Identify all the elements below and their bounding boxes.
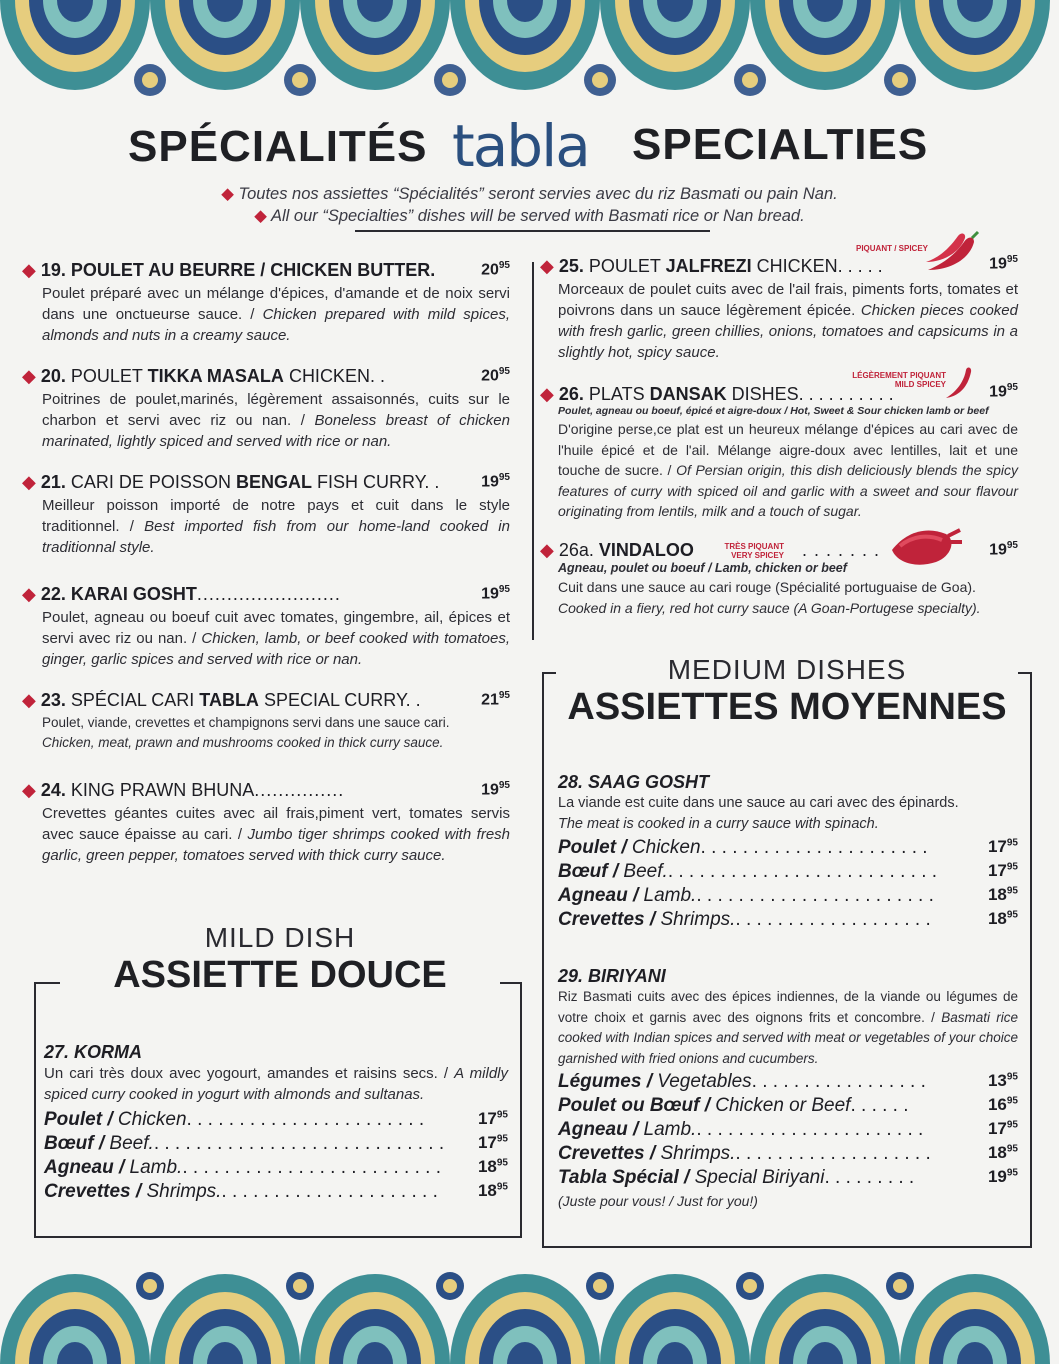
menu-item-22 — [22, 584, 510, 670]
header — [0, 112, 1059, 232]
page-title-fr: SPÉCIALITÉS — [128, 122, 428, 171]
item-price: $19^{95}$ — [989, 382, 1018, 401]
variant-row: Crevettes / Shrimps.. . . . . . . . . . . . . . . . . . . $18^{95}$ — [558, 1143, 1018, 1164]
item-description: D'origine perse,ce plat est un heureux mélange d'épices au cari avec de l'huile épicé et de l'ail. Mélange aigre-doux avec lentilles, lait et une touche de sucre. / Of Persian origin, this dish deliciously blends the spicy features of curry with spiced oil and garlic with a sweet and sour flavour originating from lentils, milk and a touch of sugar. — [558, 421, 1019, 519]
item-title: ◆ 21. CARI DE POISSON BENGAL FISH CURRY. . — [22, 472, 440, 492]
variant-list — [558, 837, 1018, 933]
mild-dish-title: ASSIETTE DOUCE — [113, 954, 447, 996]
diamond-bullet-icon: ◆ — [22, 690, 36, 710]
item-description: Morceaux de poulet cuits avec de l'ail frais, piments forts, tomates et poivrons dans un sauce légèrement épicée. Chicken pieces cooked with fresh garlic, green chillies, onions, tomatoes and capsicums in a slightly hot, spicy sauce. — [558, 281, 1018, 361]
mild-dish-subtitle: MILD DISH — [204, 922, 356, 953]
item-subtitle: Agneau, poulet ou boeuf / Lamb, chicken or beef — [558, 561, 847, 575]
menu-item-19 — [22, 260, 510, 346]
diamond-bullet-icon: ◆ — [22, 780, 36, 800]
diamond-bullet-icon: ◆ — [22, 584, 36, 604]
medium-dishes-subtitle: MEDIUM DISHES — [654, 654, 921, 686]
variant-row: Agneau / Lamb.. . . . . . . . . . . . . . . . . . . . . . $17^{95}$ — [558, 1119, 1018, 1140]
spice-level-label: TRÈS PIQUANT VERY SPICEY — [724, 542, 784, 560]
decorative-border-top — [0, 0, 1059, 108]
item-price: $21^{95}$ — [481, 690, 510, 709]
item-title: ◆ 24. KING PRAWN BHUNA............... — [22, 780, 345, 800]
variant-row: Poulet / Chicken. . . . . . . . . . . . . . . . . . . . . . . $17^{95}$ — [44, 1109, 508, 1130]
mild-dish-heading — [60, 922, 500, 997]
chili-pepper-icon — [924, 230, 980, 276]
header-divider — [355, 230, 710, 232]
variant-row: Bœuf / Beef.. . . . . . . . . . . . . . . . . . . . . . . . . . . . $17^{95}$ — [44, 1133, 508, 1154]
diamond-bullet-icon: ◆ — [22, 366, 36, 386]
variant-row: Agneau / Lamb.. . . . . . . . . . . . . . . . . . . . . . . . . $18^{95}$ — [44, 1157, 508, 1178]
item-description: Poitrines de poulet,marinés, légèrement assaisonnés, cuits sur le charbon et servi avec riz ou nan. / Boneless breast of chicken marinated, lightly spiced and served with rice or nan. — [42, 391, 510, 450]
item-subtitle: Poulet, agneau ou boeuf, épicé et aigre-doux / Hot, Sweet & Sour chicken lamb or beef — [558, 405, 989, 417]
diamond-bullet-icon: ◆ — [221, 185, 234, 203]
variant-row: Crevettes / Shrimps.. . . . . . . . . . . . . . . . . . . . . $18^{95}$ — [44, 1181, 508, 1202]
item-description: Riz Basmati cuits avec des épices indiennes, de la viande ou légumes de votre choix et garnis avec des oignons frits et concombre. / Basmati rice cooked with Indian spices and served with meat or vegetables of your choice garnished with fried onions and cucumbers. — [558, 989, 1018, 1066]
item-price: $19^{95}$ — [481, 584, 510, 603]
decorative-border-bottom — [0, 1258, 1059, 1364]
item-description: Poulet, agneau ou boeuf cuit avec tomates, gingembre, ail, épices et servi avec riz ou nan. / Chicken, lamb, or beef cooked with tomatoes, ginger, garlic spices and served with rice or nan. — [42, 609, 510, 668]
variant-row: Tabla Spécial / Special Biriyani. . . . . . . . . $19^{95}$ — [558, 1167, 1018, 1188]
chili-bunch-icon — [886, 522, 966, 568]
item-description: Meilleur poisson importé de notre pays et cuit dans le style traditionnel. / Best imported fish from our home-land cooked in traditionnal style. — [42, 497, 510, 556]
tabla-logo: tabla — [452, 112, 589, 180]
item-price: $19^{95}$ — [481, 472, 510, 491]
item-title: 29. BIRIYANI — [558, 966, 666, 986]
column-divider — [532, 262, 534, 640]
diamond-bullet-icon: ◆ — [540, 256, 554, 276]
intro-en: ◆ All our “Specialties” dishes will be served with Basmati rice or Nan bread. — [254, 207, 805, 225]
menu-item-27 — [44, 1042, 508, 1205]
spice-level-label: LÉGÈREMENT PIQUANT MILD SPICEY — [852, 371, 946, 389]
variant-row: Bœuf / Beef.. . . . . . . . . . . . . . . . . . . . . . . . . . $17^{95}$ — [558, 861, 1018, 882]
item-description: Poulet, viande, crevettes et champignons servi dans une sauce cari. Chicken, meat, prawn and mushrooms cooked in thick curry sauce. — [42, 715, 450, 750]
menu-item-26a — [540, 540, 1018, 618]
medium-dishes-title: ASSIETTES MOYENNES — [567, 686, 1007, 728]
item-title: 27. KORMA — [44, 1042, 143, 1062]
diamond-bullet-icon: ◆ — [254, 207, 267, 225]
variant-row: Légumes / Vegetables. . . . . . . . . . . . . . . . . $13^{95}$ — [558, 1071, 1018, 1092]
item-title: ◆ 25. POULET JALFREZI CHICKEN. . . . . — [540, 256, 883, 276]
item-description: Crevettes géantes cuites avec ail frais,piment vert, tomates servis avec sauce épaisse au cari. / Jumbo tiger shrimps cooked with fresh garlic, green pepper, tomatoes served with thick curry sauce. — [42, 805, 510, 864]
diamond-bullet-icon: ◆ — [22, 260, 36, 280]
chili-pepper-icon — [942, 364, 974, 400]
menu-item-24 — [22, 780, 510, 866]
item-price: $19^{95}$ — [989, 254, 1018, 273]
menu-item-26 — [540, 371, 1019, 522]
diamond-bullet-icon: ◆ — [540, 384, 554, 404]
item-title: ◆ 26a. VINDALOO — [540, 540, 694, 560]
menu-item-21 — [22, 472, 510, 558]
spice-level-label: PIQUANT / SPICEY — [855, 244, 928, 253]
item-title: ◆ 23. SPÉCIAL CARI TABLA SPECIAL CURRY. . — [22, 690, 421, 710]
variant-row: Agneau / Lamb.. . . . . . . . . . . . . . . . . . . . . . . $18^{95}$ — [558, 885, 1018, 906]
item-price: $20^{95}$ — [481, 260, 510, 279]
variant-list — [44, 1109, 508, 1205]
item-title: ◆ 26. PLATS DANSAK DISHES. . . . . . . . . . — [540, 384, 894, 404]
item-footnote: (Juste pour vous! / Just for you!) — [558, 1193, 758, 1209]
item-price: $19^{95}$ — [989, 540, 1018, 559]
diamond-bullet-icon: ◆ — [540, 540, 554, 560]
menu-item-28 — [558, 772, 1018, 933]
item-title: ◆ 22. KARAI GOSHT........................ — [22, 584, 341, 604]
page-title-en: SPECIALTIES — [632, 120, 929, 169]
medium-dishes-heading — [556, 654, 1018, 729]
variant-row: Crevettes / Shrimps.. . . . . . . . . . . . . . . . . . . $18^{95}$ — [558, 909, 1018, 930]
variant-list — [558, 1071, 1018, 1191]
menu-item-25 — [540, 244, 1018, 363]
item-price: $19^{95}$ — [481, 780, 510, 799]
item-description: Un cari très doux avec yogourt, amandes et raisins secs. / A mildly spiced curry cooked in yogurt with almonds and sultanas. — [44, 1065, 508, 1103]
variant-row: Poulet / Chicken. . . . . . . . . . . . . . . . . . . . . . $17^{95}$ — [558, 837, 1018, 858]
item-dots: . . . . . . . — [802, 540, 881, 560]
menu-item-20 — [22, 366, 510, 452]
diamond-bullet-icon: ◆ — [22, 472, 36, 492]
item-title: ◆ 19. POULET AU BEURRE / CHICKEN BUTTER. — [22, 260, 436, 280]
item-description: La viande est cuite dans une sauce au cari avec des épinards. The meat is cooked in a curry sauce with spinach. — [558, 795, 959, 832]
item-title: ◆ 20. POULET TIKKA MASALA CHICKEN. . — [22, 366, 385, 386]
item-description: Poulet préparé avec un mélange d'épices, d'amande et de noix servi dans une onctueurse sauce. / Chicken prepared with mild spices, almonds and nuts in a creamy sauce. — [42, 285, 510, 344]
item-title: 28. SAAG GOSHT — [558, 772, 710, 792]
intro-fr: ◆ Toutes nos assiettes “Spécialités” seront servies avec du riz Basmati ou pain Nan. — [221, 185, 838, 203]
variant-row: Poulet ou Bœuf / Chicken or Beef. . . . . . $16^{95}$ — [558, 1095, 1018, 1116]
menu-item-23 — [22, 690, 510, 753]
item-price: $20^{95}$ — [481, 366, 510, 385]
menu-item-29 — [558, 966, 1018, 1212]
item-description: Cuit dans une sauce au cari rouge (Spécialité portuguaise de Goa). Cooked in a fiery, red hot curry sauce (A Goan-Portugese specialty). — [558, 579, 981, 616]
